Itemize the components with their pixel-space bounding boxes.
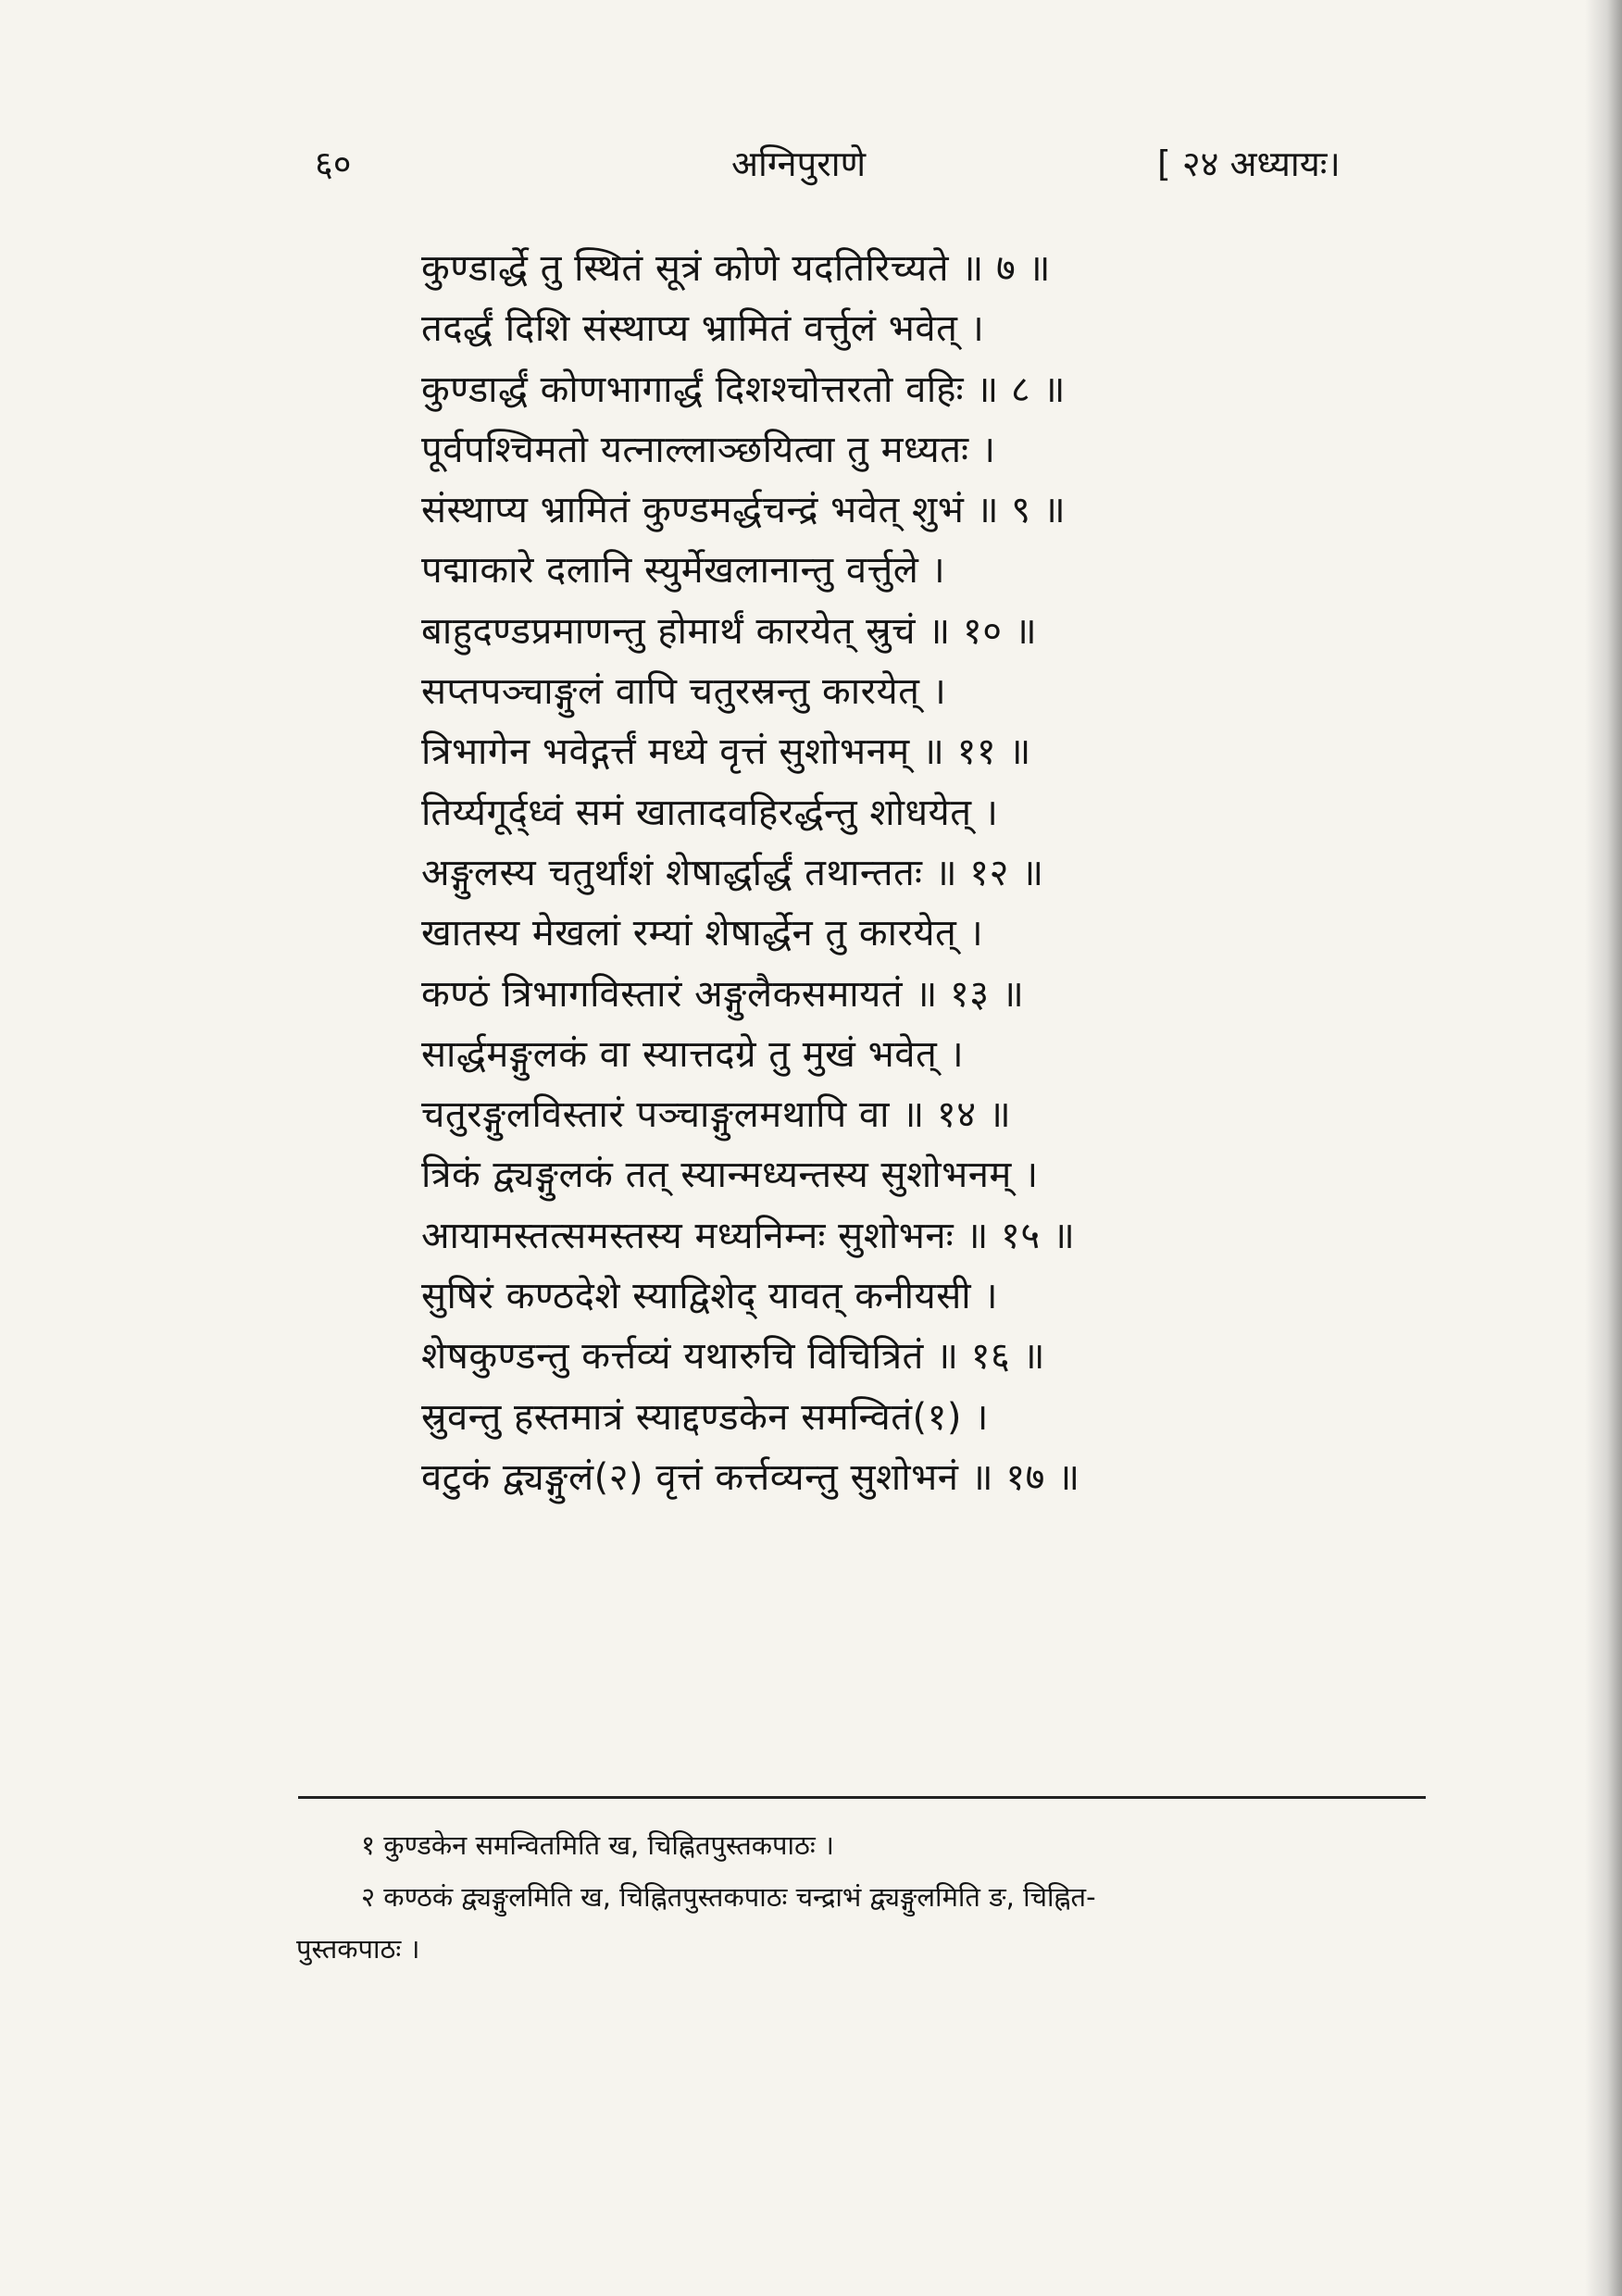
verse-line: वटुकं द्व्यङ्गुलं(२) वृत्तं कर्त्तव्यन्तु सुशोभनं ॥ १७ ॥ bbox=[421, 1455, 1080, 1499]
page-number: ६० bbox=[315, 144, 352, 184]
verse-line: त्रिभागेन भवेद्गर्त्तं मध्ये वृत्तं सुशोभनम् ॥ ११ ॥ bbox=[421, 730, 1031, 774]
chapter-label: [ २४ अध्यायः। bbox=[1157, 144, 1341, 184]
verse-line: आयामस्तत्समस्तस्य मध्यनिम्नः सुशोभनः ॥ १५ ॥ bbox=[421, 1214, 1076, 1257]
verse-line: सुषिरं कण्ठदेशे स्याद्विशेद् यावत् कनीयसी । bbox=[421, 1275, 998, 1318]
binding-shadow bbox=[1585, 0, 1622, 2296]
verse-line: पद्माकारे दलानि स्युर्मेखलानान्तु वर्त्तुले । bbox=[421, 549, 946, 593]
verse-line: अङ्गुलस्य चतुर्थांशं शेषार्द्धार्द्धं तथान्ततः ॥ १२ ॥ bbox=[421, 851, 1044, 894]
footnote-2: २ कण्ठकं द्व्यङ्गुलमिति ख, चिह्नितपुस्तकपाठः चन्द्राभं द्व्यङ्गुलमिति ङ, चिह्नित- bbox=[361, 1881, 1096, 1913]
footnotes bbox=[296, 1819, 1435, 1975]
verse-line: पूर्वपश्चिमतो यत्नाल्लाञ्छयित्वा तु मध्यतः । bbox=[421, 428, 996, 471]
verse-block bbox=[421, 239, 1440, 1508]
verse-line: चतुरङ्गुलविस्तारं पञ्चाङ्गुलमथापि वा ॥ १४ ॥ bbox=[421, 1093, 1012, 1137]
verse-line: तदर्द्धं दिशि संस्थाप्य भ्रामितं वर्त्तुलं भवेत् । bbox=[421, 307, 985, 351]
verse-line: सप्तपञ्चाङ्गुलं वापि चतुरस्रन्तु कारयेत् । bbox=[421, 670, 947, 714]
verse-line: संस्थाप्य भ्रामितं कुण्डमर्द्धचन्द्रं भवेत् शुभं ॥ ९ ॥ bbox=[421, 489, 1067, 532]
verse-line: सार्द्धमङ्गुलकं वा स्यात्तदग्रे तु मुखं भवेत् । bbox=[421, 1032, 965, 1076]
running-title: अग्निपुराणे bbox=[731, 144, 867, 184]
footnote-1: १ कुण्डकेन समन्वितमिति ख, चिह्नितपुस्तकपाठः । bbox=[361, 1829, 834, 1861]
page-header bbox=[0, 139, 1622, 194]
verse-line: कण्ठं त्रिभागविस्तारं अङ्गुलैकसमायतं ॥ १३ ॥ bbox=[421, 972, 1025, 1016]
footnote-2-continued: पुस्तकपाठः । bbox=[296, 1933, 420, 1965]
verse-line: स्रुवन्तु हस्तमात्रं स्याद्दण्डकेन समन्वितं(१) । bbox=[421, 1395, 989, 1439]
verse-line: त्रिकं द्व्यङ्गुलकं तत् स्यान्मध्यन्तस्य सुशोभनम् । bbox=[421, 1154, 1039, 1197]
verse-line: कुण्डार्द्धे तु स्थितं सूत्रं कोणे यदतिरिच्यते ॥ ७ ॥ bbox=[421, 247, 1051, 290]
footnote-divider bbox=[298, 1796, 1426, 1799]
verse-line: बाहुदण्डप्रमाणन्तु होमार्थं कारयेत् स्रुचं ॥ १० ॥ bbox=[421, 609, 1038, 653]
verse-line: कुण्डार्द्धं कोणभागार्द्धं दिशश्चोत्तरतो वहिः ॥ ८ ॥ bbox=[421, 368, 1066, 411]
verse-line: तिर्य्यगूर्द्ध्वं समं खातादवहिरर्द्धन्तु शोधयेत् । bbox=[421, 791, 999, 834]
verse-line: खातस्य मेखलां रम्यां शेषार्द्धेन तु कारयेत् । bbox=[421, 912, 984, 955]
verse-line: शेषकुण्डन्तु कर्त्तव्यं यथारुचि विचित्रितं ॥ १६ ॥ bbox=[421, 1335, 1046, 1379]
